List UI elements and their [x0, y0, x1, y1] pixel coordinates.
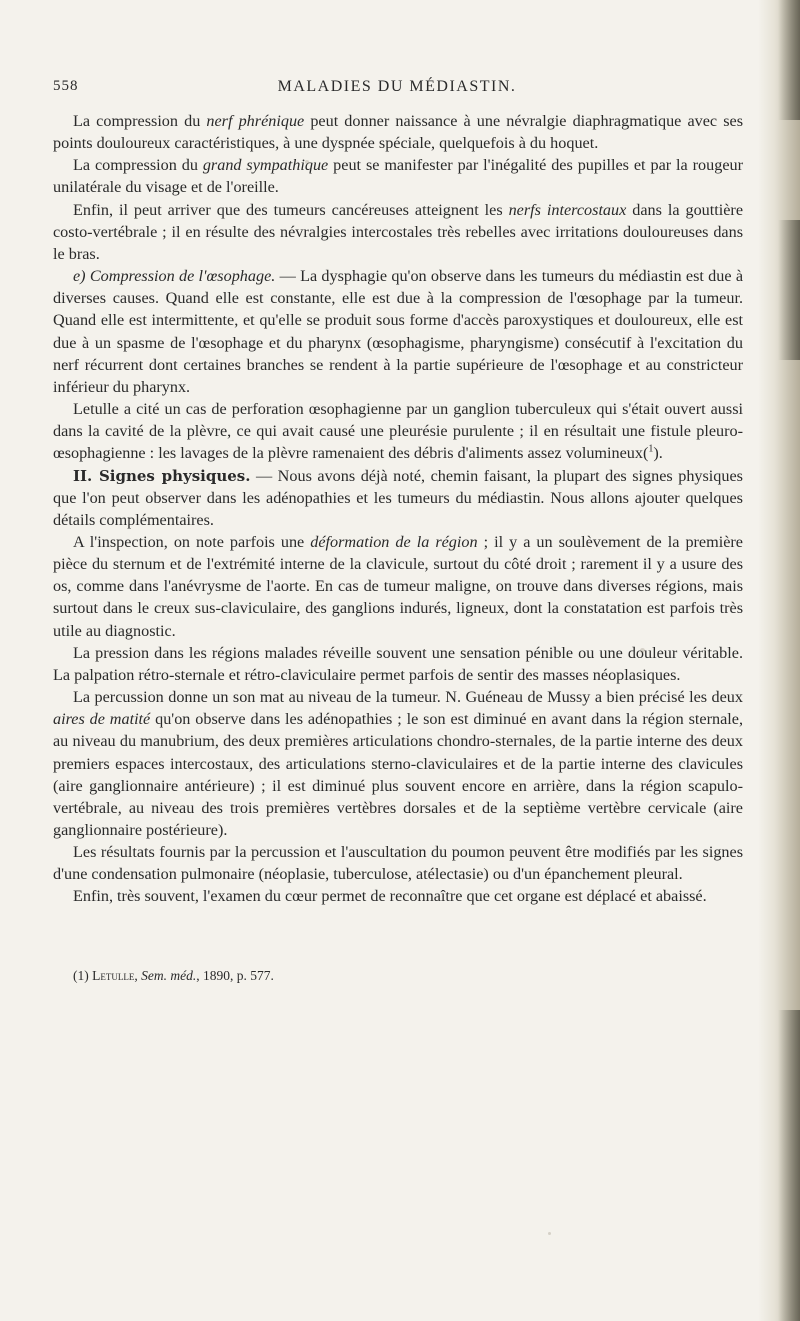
text-run: — Nous avons déjà noté, chemin faisant, la plupart des signes physiques que l'on peut observer dans les adénopathies et les tumeurs du médiastin. Nous allons ajouter quelques détails complémentaires.: [53, 466, 743, 529]
body-text: [53, 110, 743, 908]
text-run: Les résultats fournis par la percussion et l'auscultation du poumon peuvent être modifiés par les signes d'une condensation pulmonaire (néoplasie, tuberculose, atélectasie) ou d'un épanchement pleural.: [53, 843, 743, 884]
text-run: dans la gouttière costo-vertébrale ; il en résulte des névralgies intercostales très rebelles avec irritations douloureuses dans le bras.: [53, 200, 744, 263]
paragraph: [53, 398, 743, 464]
italic-run: déformation de la région: [310, 532, 478, 551]
footnote-source: Sem. méd.: [141, 968, 197, 983]
text-run: La pression dans les régions malades réveille souvent une sensation pénible ou une douleur véritable. La palpation rétro-sternale et rétro-claviculaire permet parfois de sentir des masses néoplasiques.: [53, 643, 743, 684]
text-run: peut se manifester par l'inégalité des pupilles et par la rougeur unilatérale du visage et de l'oreille.: [53, 156, 743, 197]
paragraph: [53, 885, 743, 907]
text-run: La compression du: [73, 112, 207, 130]
footnote-author: Letulle: [92, 968, 135, 983]
text-run: ; il y a un soulèvement de la première pièce du sternum et de l'extrémité interne de la clavicule, surtout du côté droit ; rarement il y a usure des os, comme dans l'anévrysme de l'aorte. En cas de tumeur maligne, on trouve dans diverses régions, mais surtout dans le creux sus-claviculaire, des ganglions indurés, ligneux, dont la constatation est parfois très utile au diagnostic.: [53, 532, 743, 640]
paragraph: [53, 531, 743, 642]
text-run: A l'inspection, on note parfois une: [73, 532, 311, 551]
paragraph: [53, 265, 743, 398]
text-run: Enfin, il peut arriver que des tumeurs cancéreuses atteignent les: [73, 200, 509, 219]
italic-run: e) Compression de l'œsophage.: [73, 267, 276, 286]
paragraph: [53, 841, 743, 885]
paragraph: [53, 110, 743, 154]
footnote: (1) Letulle, Sem. méd., 1890, p. 577.: [73, 968, 274, 983]
running-title: MALADIES DU MÉDIASTIN.: [277, 78, 517, 95]
italic-run: nerf phrénique: [206, 112, 305, 130]
section-heading: II. Signes physiques.: [73, 466, 251, 485]
text-run: La compression du: [73, 156, 203, 175]
text-run: — La dysphagie qu'on observe dans les tumeurs du médiastin est due à diverses causes. Quand elle est constante, elle est due à la compression de l'œsophage par la tumeur. Quand elle est intermittente, et qu'elle se produit sous forme d'accès paroxystiques et douloureux, elle est due à un spasme de l'œsophage et du pharynx (œsophagisme, pharyngisme) consécutif à l'excitation du nerf récurrent dont certaines branches se rendent à la partie supérieure de l'œsophage et au constricteur inférieur du pharynx.: [53, 267, 744, 396]
italic-run: aires de matité: [53, 710, 151, 729]
italic-run: grand sympathique: [202, 156, 329, 175]
ink-speck: [640, 648, 645, 653]
page-edge-dark: [778, 1010, 800, 1321]
page-edge-dark: [778, 0, 800, 120]
ink-speck: [548, 1232, 551, 1235]
text-run: Letulle a cité un cas de perforation œsophagienne par un ganglion tuberculeux qui s'était ouvert aussi dans la cavité de la plèvre, ce qui avait causé une pleurésie purulente ; il en résultait une fistule pleuro-œsophagienne : les lavages de la plèvre ramenaient des débris d'aliments assez volumineux(: [53, 400, 743, 463]
italic-run: nerfs intercostaux: [508, 200, 627, 219]
text-run: La percussion donne un son mat au niveau de la tumeur. N. Guéneau de Mussy a bien précisé les deux: [73, 688, 743, 707]
page-number: 558: [53, 78, 79, 94]
paragraph: [53, 199, 743, 265]
footnote-marker: (1): [73, 968, 89, 983]
paragraph: [53, 686, 743, 841]
paragraph: [53, 154, 743, 198]
text-run: ).: [653, 444, 663, 463]
text-run: Enfin, très souvent, l'examen du cœur permet de reconnaître que cet organe est déplacé et abaissé.: [73, 887, 707, 906]
footnote-details: 1890, p. 577.: [202, 968, 274, 983]
page-header: [53, 78, 741, 102]
text-run: qu'on observe dans les adénopathies ; le son est diminué en avant dans la région sternale, au niveau du manubrium, des deux premières articulations chondro-sternales, de la partie interne des deux premiers espaces intercostaux, des articulations sterno-claviculaires et de la partie interne des clavicules (aire ganglionnaire antérieure) ; il est diminué plus souvent encore en arrière, dans la région scapulo-vertébrale, au niveau des trois premières vertèbres dorsales et de la septième vertèbre cervicale (aire ganglionnaire postérieure).: [53, 710, 743, 839]
text-run: peut donner naissance à une névralgie diaphragmatique avec ses points douloureux caractéristiques, à une dyspnée spéciale, quelquefois à du hoquet.: [53, 112, 743, 153]
footnote-ref: 1: [648, 443, 654, 455]
ink-speck: [305, 160, 309, 164]
paragraph: [53, 465, 743, 531]
page-edge-dark: [778, 220, 800, 360]
